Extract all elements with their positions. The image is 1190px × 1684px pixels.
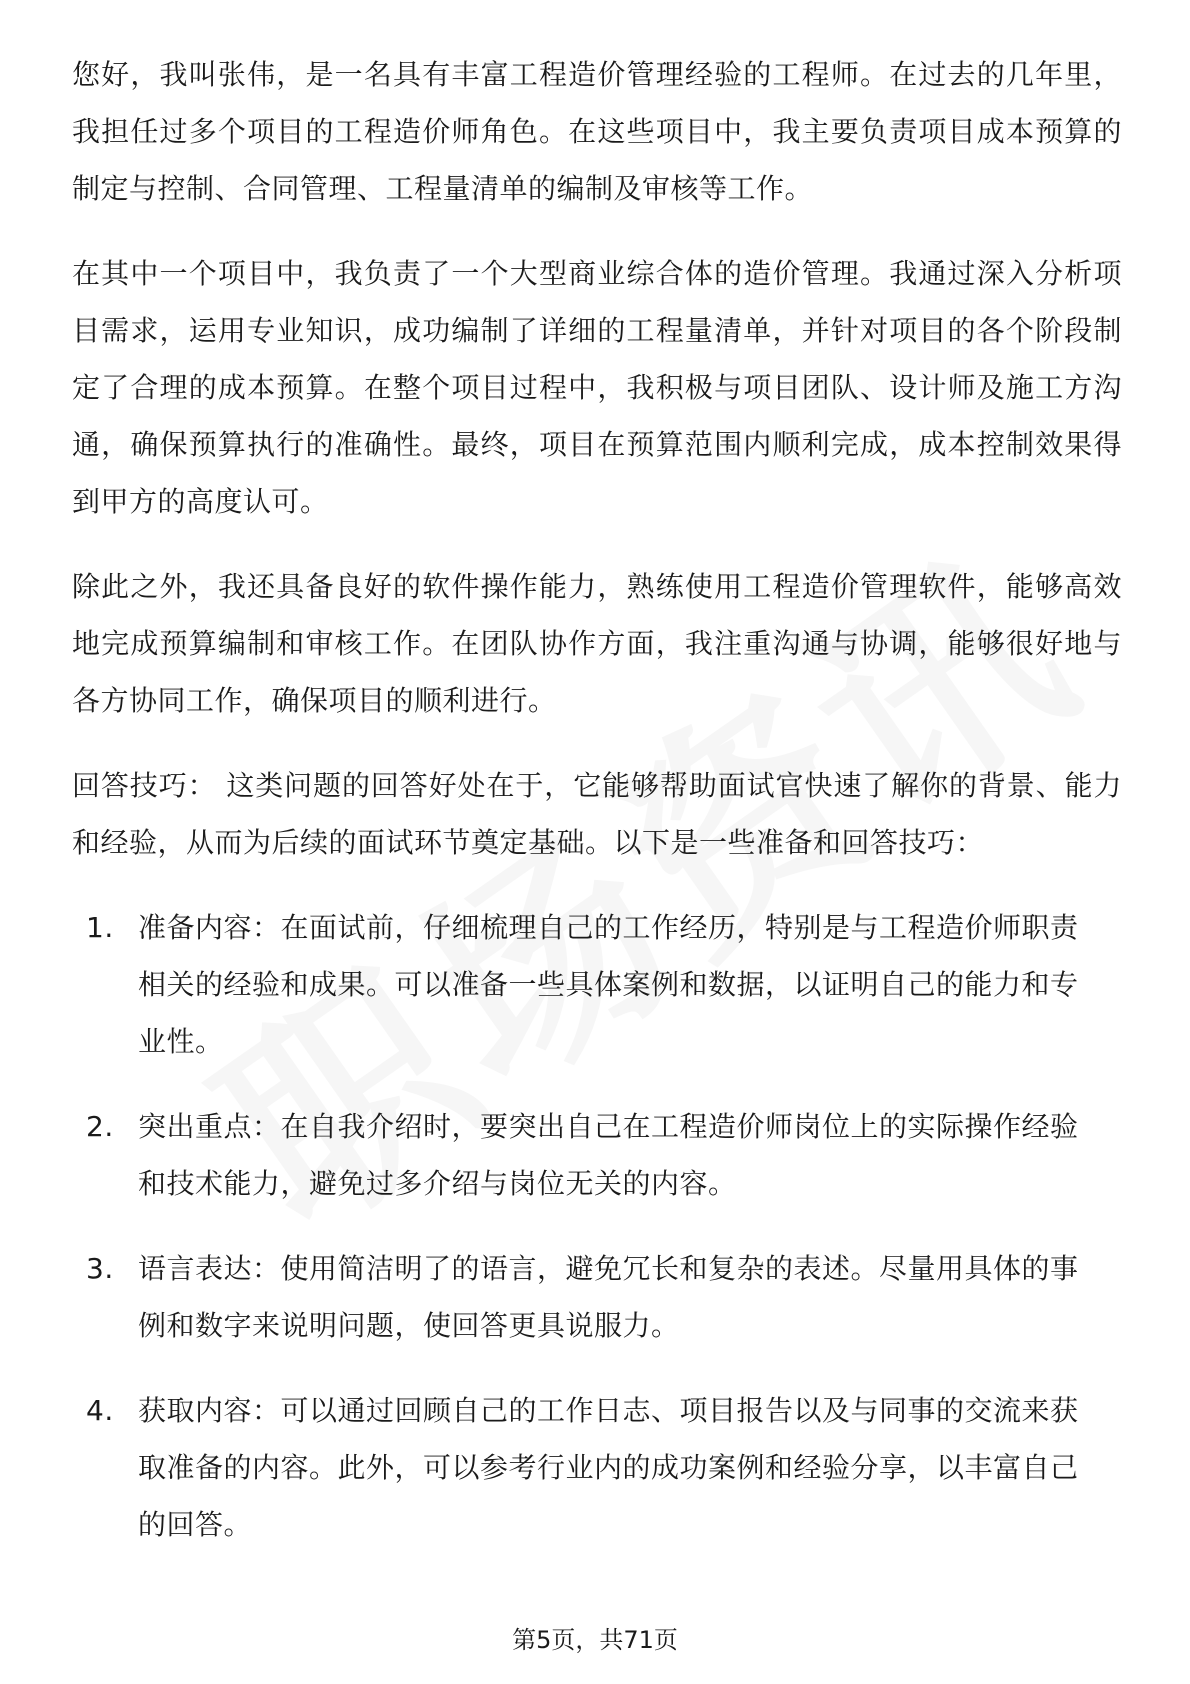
- list-item: [72, 1240, 1122, 1354]
- skills-paragraph: 除此之外，我还具备良好的软件操作能力，熟练使用工程造价管理软件，能够高效地完成预算编制和审核工作。在团队协作方面，我注重沟通与协调，能够很好地与各方协同工作，确保项目的顺利进行。: [72, 570, 1122, 717]
- document-body: [72, 46, 1122, 1581]
- list-item-text: 突出重点：在自我介绍时，要突出自己在工程造价师岗位上的实际操作经验和技术能力，避免过多介绍与岗位无关的内容。: [138, 1110, 1079, 1200]
- list-item-number: 4.: [86, 1394, 114, 1427]
- project-paragraph: 在其中一个项目中，我负责了一个大型商业综合体的造价管理。我通过深入分析项目需求，运用专业知识，成功编制了详细的工程量清单，并针对项目的各个阶段制定了合理的成本预算。在整个项目过程中，我积极与项目团队、设计师及施工方沟通，确保预算执行的准确性。最终，项目在预算范围内顺利完成，成本控制效果得到甲方的高度认可。: [72, 257, 1122, 518]
- list-item-number: 2.: [86, 1110, 114, 1143]
- tips-intro-paragraph: 回答技巧： 这类问题的回答好处在于，它能够帮助面试官快速了解你的背景、能力和经验，从而为后续的面试环节奠定基础。以下是一些准备和回答技巧：: [72, 769, 1122, 859]
- list-item-number: 1.: [86, 911, 114, 944]
- list-item-text: 获取内容：可以通过回顾自己的工作日志、项目报告以及与同事的交流来获取准备的内容。此外，可以参考行业内的成功案例和经验分享，以丰富自己的回答。: [138, 1394, 1079, 1541]
- list-item: [72, 1098, 1122, 1212]
- list-item: [72, 1382, 1122, 1553]
- list-item-text: 准备内容：在面试前，仔细梳理自己的工作经历，特别是与工程造价师职责相关的经验和成果。可以准备一些具体案例和数据，以证明自己的能力和专业性。: [138, 911, 1079, 1058]
- list-item: [72, 899, 1122, 1070]
- tips-list: [72, 899, 1122, 1553]
- intro-paragraph: 您好，我叫张伟，是一名具有丰富工程造价管理经验的工程师。在过去的几年里，我担任过多个项目的工程造价师角色。在这些项目中，我主要负责项目成本预算的制定与控制、合同管理、工程量清单的编制及审核等工作。: [72, 58, 1122, 205]
- list-item-number: 3.: [86, 1252, 114, 1285]
- page-footer: 第5页，共71页: [512, 1626, 678, 1654]
- list-item-text: 语言表达：使用简洁明了的语言，避免冗长和复杂的表述。尽量用具体的事例和数字来说明问题，使回答更具说服力。: [138, 1252, 1079, 1342]
